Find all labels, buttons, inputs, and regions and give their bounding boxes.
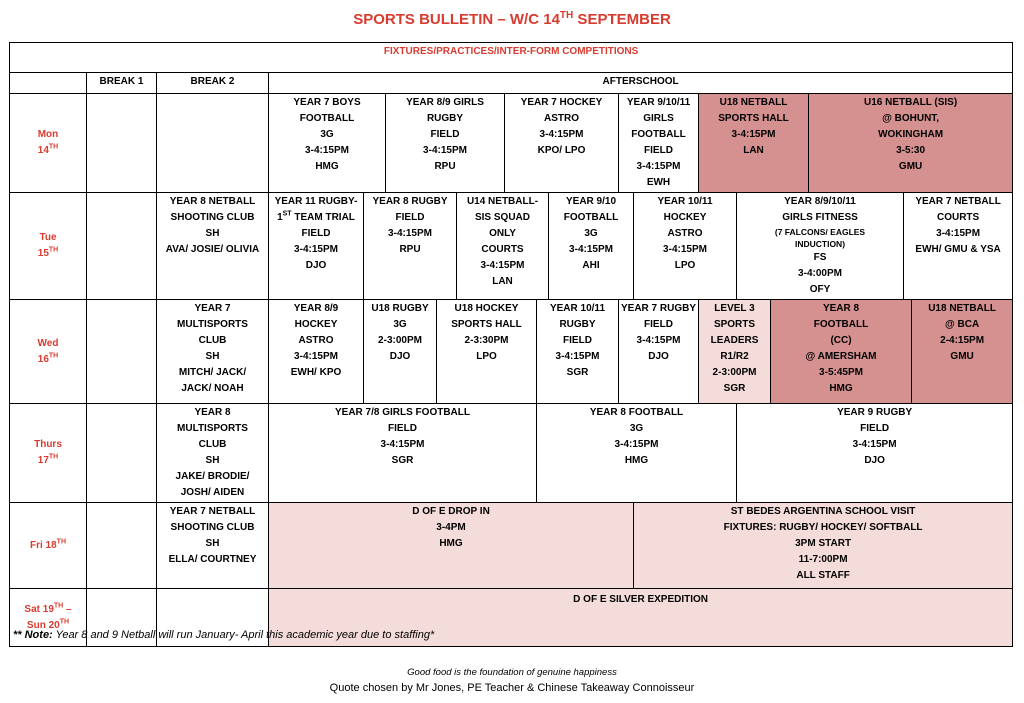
fri-year7-netball-shooting-club: YEAR 7 NETBALL SHOOTING CLUB SH ELLA/ COURTNEY xyxy=(157,503,269,589)
fixtures-subheader: FIXTURES/PRACTICES/INTER-FORM COMPETITIONS xyxy=(10,43,1013,73)
day-monday: Mon 14TH xyxy=(10,94,87,193)
thu-year78-girls-football: YEAR 7/8 GIRLS FOOTBALL FIELD 3-4:15PM SGR xyxy=(269,404,537,503)
mon-break2 xyxy=(157,94,269,193)
mon-year89-girls-rugby: YEAR 8/9 GIRLS RUGBY FIELD 3-4:15PM RPU xyxy=(386,94,505,193)
wed-u18-rugby: U18 RUGBY 3G 2-3:00PM DJO xyxy=(364,300,437,404)
day-tuesday: Tue 15TH xyxy=(10,193,87,300)
wed-u18-netball-bca: U18 NETBALL @ BCA 2-4:15PM GMU xyxy=(912,300,1013,404)
corner-cell xyxy=(10,73,87,94)
tue-u14-netball-sis: U14 NETBALL- SIS SQUAD ONLY COURTS 3-4:15PM LAN xyxy=(457,193,549,300)
tue-break1 xyxy=(87,193,157,300)
quote-text: Good food is the foundation of genuine happiness xyxy=(407,667,617,678)
sat-dofe-silver-expedition: D OF E SILVER EXPEDITION xyxy=(269,589,1013,647)
wed-break1 xyxy=(87,300,157,404)
wed-year1011-rugby: YEAR 10/11 RUGBY FIELD 3-4:15PM SGR xyxy=(537,300,619,404)
thu-year8-multisports-club: YEAR 8 MULTISPORTS CLUB SH JAKE/ BRODIE/ JOSH/ AIDEN xyxy=(157,404,269,503)
mon-year7-hockey: YEAR 7 HOCKEY ASTRO 3-4:15PM KPO/ LPO xyxy=(505,94,619,193)
quote-credit: Quote chosen by Mr Jones, PE Teacher & Chinese Takeaway Connoisseur xyxy=(329,682,695,694)
tue-year8-rugby: YEAR 8 RUGBY FIELD 3-4:15PM RPU xyxy=(364,193,457,300)
thu-break1 xyxy=(87,404,157,503)
break1-header: BREAK 1 xyxy=(87,73,157,94)
wed-u18-hockey: U18 HOCKEY SPORTS HALL 2-3:30PM LPO xyxy=(437,300,537,404)
mon-year91011-girls-football: YEAR 9/10/11 GIRLS FOOTBALL FIELD 3-4:15PM EWH xyxy=(619,94,699,193)
day-friday: Fri 18TH xyxy=(10,503,87,589)
afterschool-header: AFTERSCHOOL xyxy=(269,73,1013,94)
day-wednesday: Wed 16TH xyxy=(10,300,87,404)
wed-year8-football-cc: YEAR 8 FOOTBALL (CC) @ AMERSHAM 3-5:45PM HMG xyxy=(771,300,912,404)
thu-year8-football: YEAR 8 FOOTBALL 3G 3-4:15PM HMG xyxy=(537,404,737,503)
day-weekend: Sat 19TH – Sun 20TH xyxy=(10,589,87,647)
tue-year910-football: YEAR 9/10 FOOTBALL 3G 3-4:15PM AHI xyxy=(549,193,634,300)
page-title: SPORTS BULLETIN – W/C 14TH SEPTEMBER xyxy=(353,10,671,28)
tue-girls-fitness: YEAR 8/9/10/11 GIRLS FITNESS (7 FALCONS/ EAGLES INDUCTION) FS 3-4:00PM OFY xyxy=(737,193,904,300)
fri-dofe-drop-in: D OF E DROP IN 3-4PM HMG xyxy=(269,503,634,589)
fri-break1 xyxy=(87,503,157,589)
wed-level3-sports-leaders: LEVEL 3 SPORTS LEADERS R1/R2 2-3:00PM SGR xyxy=(699,300,771,404)
break2-header: BREAK 2 xyxy=(157,73,269,94)
tue-year11-rugby-trial: YEAR 11 RUGBY- 1ST TEAM TRIAL FIELD 3-4:15PM DJO xyxy=(269,193,364,300)
mon-u16-netball-sis: U16 NETBALL (SIS) @ BOHUNT, WOKINGHAM 3-5:30 GMU xyxy=(809,94,1013,193)
mon-break1 xyxy=(87,94,157,193)
staffing-note: ** Note: Year 8 and 9 Netball will run January- April this academic year due to staffing* xyxy=(13,629,435,641)
tue-year1011-hockey: YEAR 10/11 HOCKEY ASTRO 3-4:15PM LPO xyxy=(634,193,737,300)
mon-year7-boys-football: YEAR 7 BOYS FOOTBALL 3G 3-4:15PM HMG xyxy=(269,94,386,193)
wed-year89-hockey: YEAR 8/9 HOCKEY ASTRO 3-4:15PM EWH/ KPO xyxy=(269,300,364,404)
mon-u18-netball: U18 NETBALL SPORTS HALL 3-4:15PM LAN xyxy=(699,94,809,193)
sports-schedule-table xyxy=(9,42,1013,647)
day-thursday: Thurs 17TH xyxy=(10,404,87,503)
tue-year8-netball-shooting-club: YEAR 8 NETBALL SHOOTING CLUB SH AVA/ JOSIE/ OLIVIA xyxy=(157,193,269,300)
tue-year7-netball: YEAR 7 NETBALL COURTS 3-4:15PM EWH/ GMU & YSA xyxy=(904,193,1013,300)
wed-year7-rugby: YEAR 7 RUGBY FIELD 3-4:15PM DJO xyxy=(619,300,699,404)
wed-year7-multisports-club: YEAR 7 MULTISPORTS CLUB SH MITCH/ JACK/ JACK/ NOAH xyxy=(157,300,269,404)
fri-st-bedes-argentina-visit: ST BEDES ARGENTINA SCHOOL VISIT FIXTURES: RUGBY/ HOCKEY/ SOFTBALL 3PM START 11-7:00PM ALL STAFF xyxy=(634,503,1013,589)
thu-year9-rugby: YEAR 9 RUGBY FIELD 3-4:15PM DJO xyxy=(737,404,1013,503)
